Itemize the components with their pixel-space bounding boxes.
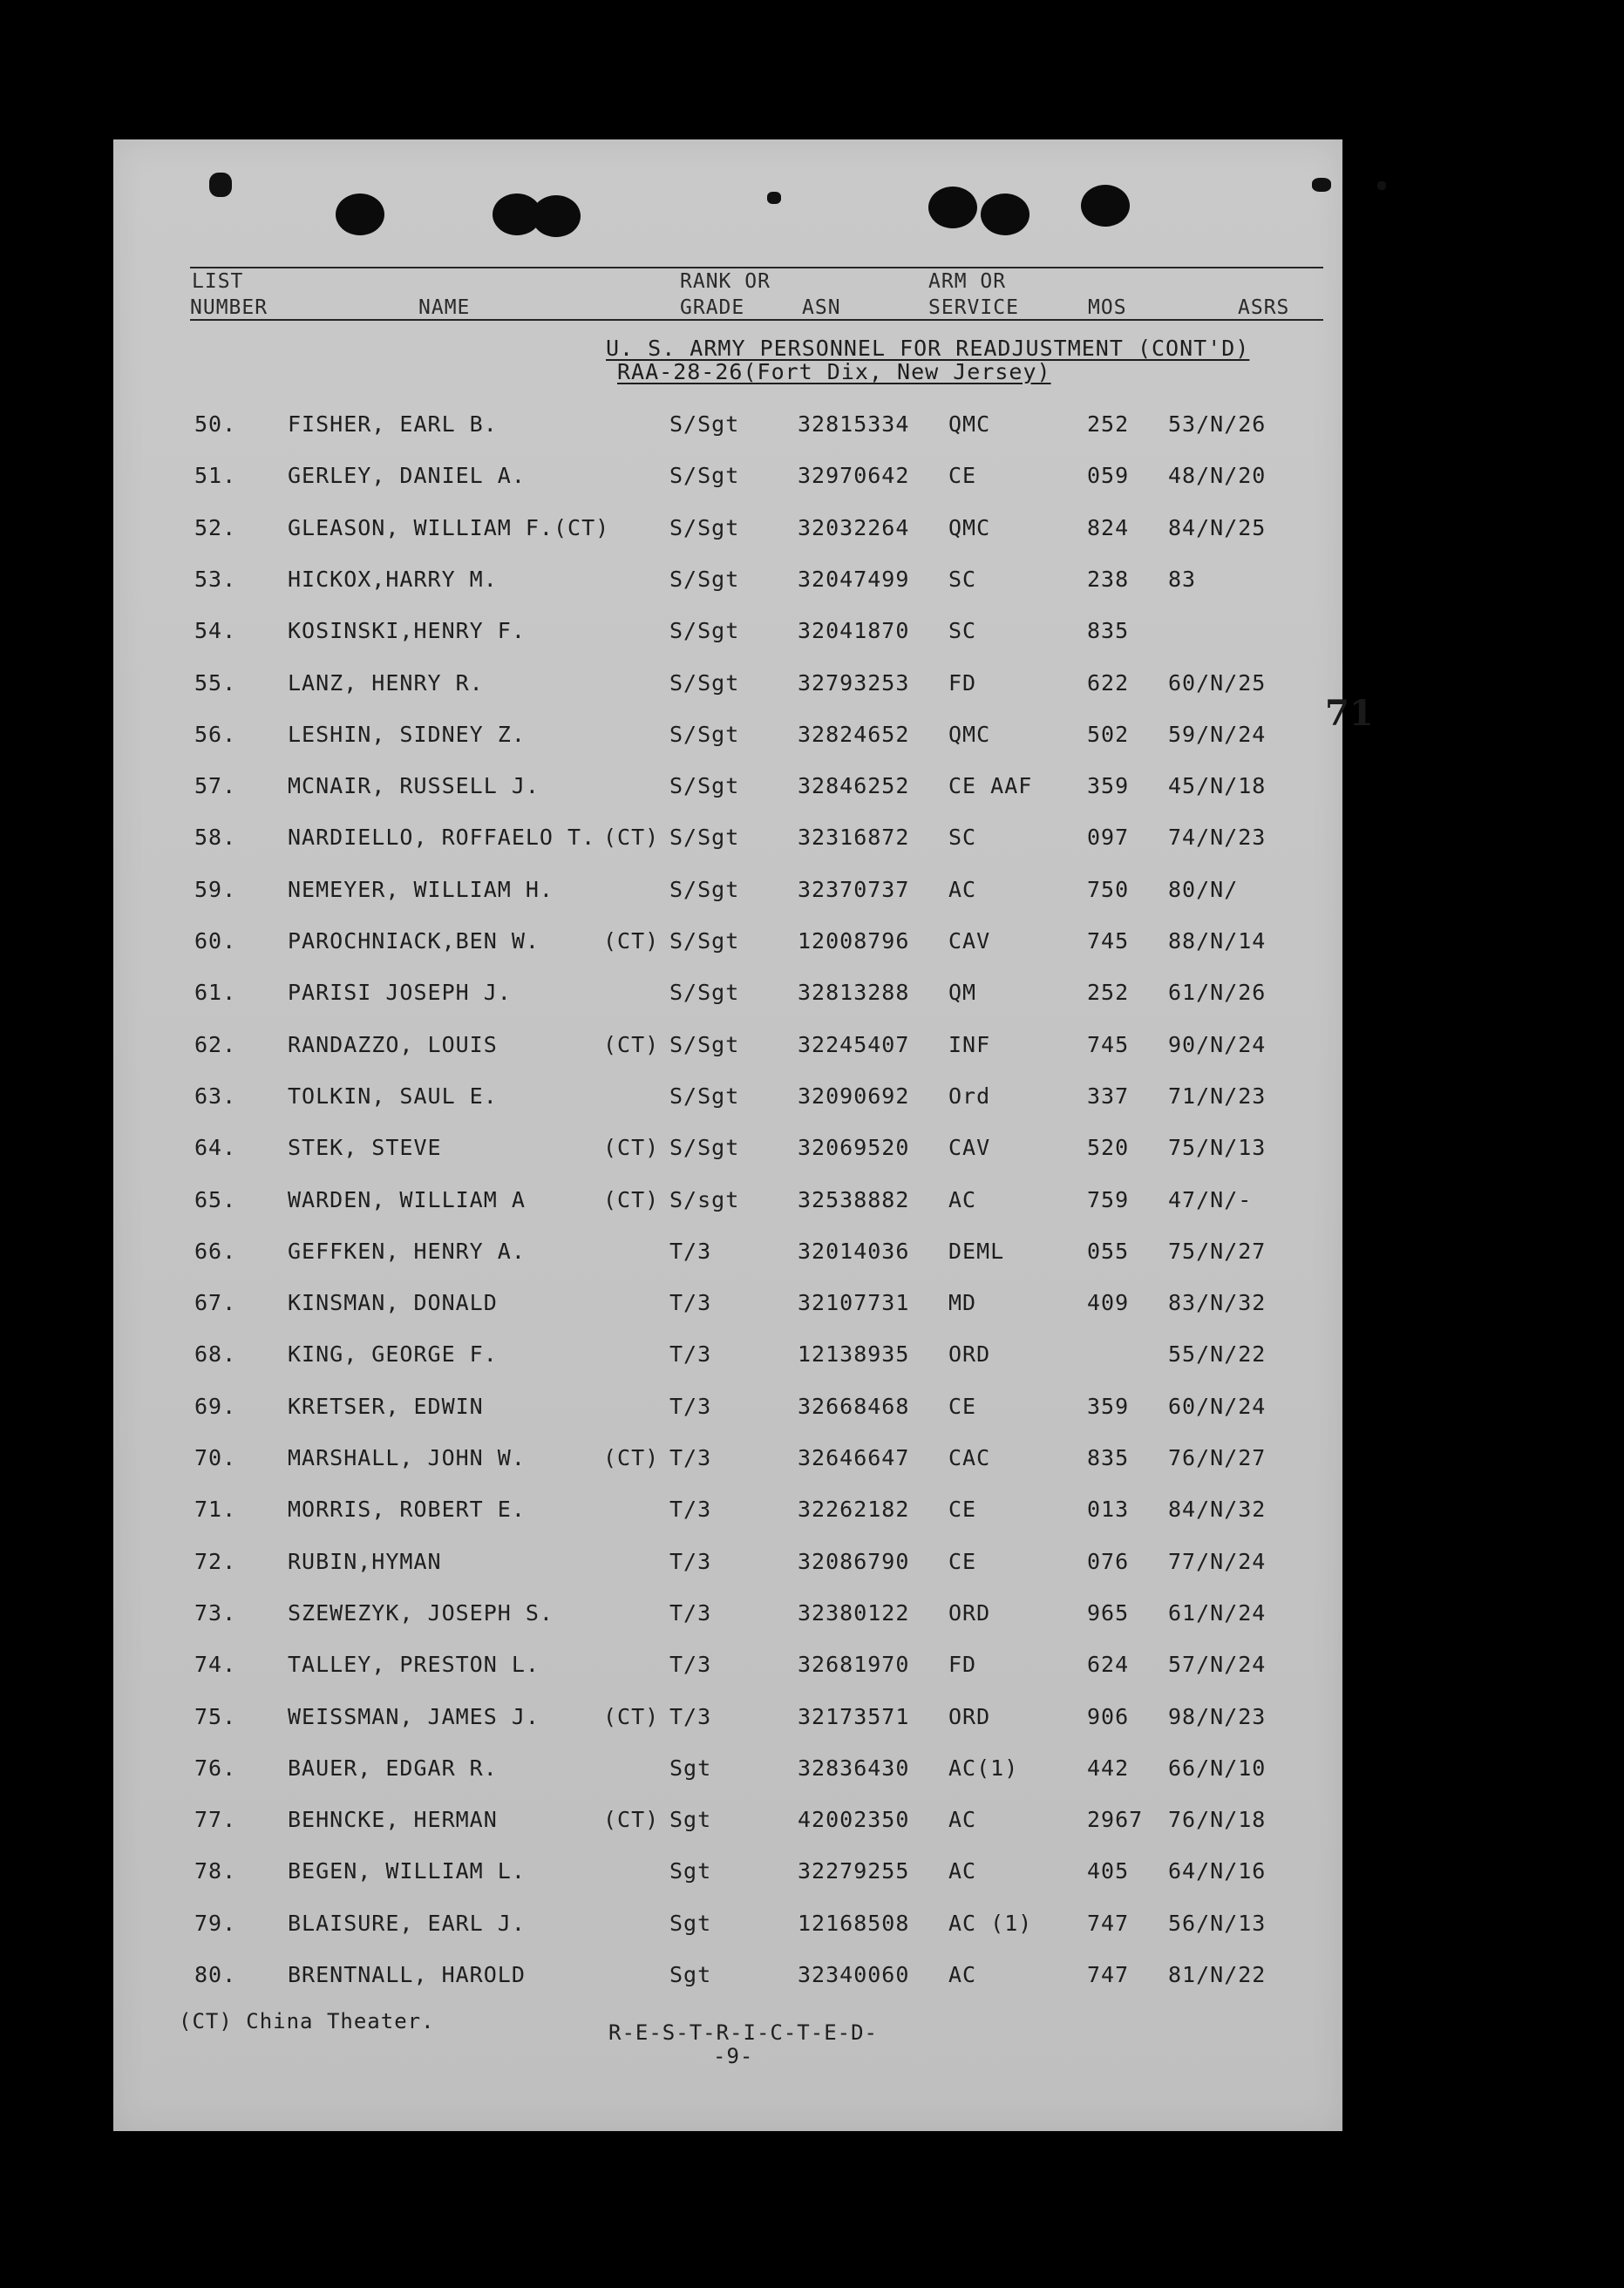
cell-mos: 520: [1087, 1135, 1130, 1161]
cell-asn: 32032264: [798, 514, 910, 540]
cell-mos: 359: [1087, 773, 1130, 799]
cell-arm-service: AC (1): [948, 1910, 1033, 1936]
cell-rank: S/Sgt: [669, 773, 740, 799]
cell-mos: 835: [1087, 1445, 1130, 1470]
cell-asrs: 45/N/18: [1168, 773, 1267, 799]
cell-name: BAUER, EDGAR R.: [288, 1755, 498, 1781]
cell-name: PAROCHNIACK,BEN W.: [288, 928, 540, 954]
cell-mos: 835: [1087, 618, 1130, 644]
cell-rank: S/Sgt: [669, 514, 740, 540]
cell-name: PARISI JOSEPH J.: [288, 980, 512, 1006]
cell-mos: 055: [1087, 1238, 1130, 1264]
cell-arm-service: QM: [948, 980, 977, 1006]
cell-mos: 622: [1087, 669, 1130, 696]
cell-arm-service: AC: [948, 876, 977, 902]
cell-name: NEMEYER, WILLIAM H.: [288, 876, 554, 902]
cell-rank: T/3: [669, 1290, 712, 1316]
cell-mos: 405: [1087, 1858, 1130, 1884]
cell-name: GERLEY, DANIEL A.: [288, 463, 526, 489]
cell-arm-service: AC(1): [948, 1755, 1019, 1781]
table-row: [113, 670, 1342, 714]
cell-asn: 32380122: [798, 1599, 910, 1626]
cell-arm-service: AC: [948, 1962, 977, 1987]
cell-theater-mark: (CT): [603, 1807, 660, 1833]
cell-theater-mark: (CT): [603, 1445, 660, 1470]
cell-asn: 32970642: [798, 463, 910, 489]
cell-theater-mark: (CT): [603, 1135, 660, 1161]
header-rank-1: RANK OR: [680, 270, 771, 293]
cell-list-number: 58.: [194, 825, 237, 851]
cell-name: STEK, STEVE: [288, 1135, 442, 1161]
table-row: [113, 515, 1342, 559]
cell-name: LESHIN, SIDNEY Z.: [288, 721, 526, 747]
cell-asrs: 98/N/23: [1168, 1703, 1267, 1729]
ink-speck: [1377, 181, 1386, 190]
table-row: [113, 1807, 1342, 1850]
cell-mos: 013: [1087, 1497, 1130, 1523]
cell-mos: 059: [1087, 463, 1130, 489]
cell-arm-service: AC: [948, 1186, 977, 1212]
cell-name: WARDEN, WILLIAM A: [288, 1186, 526, 1212]
cell-list-number: 63.: [194, 1083, 237, 1109]
cell-list-number: 78.: [194, 1858, 237, 1884]
cell-name: WEISSMAN, JAMES J.: [288, 1703, 540, 1729]
table-row: [113, 980, 1342, 1023]
cell-rank: T/3: [669, 1393, 712, 1419]
cell-rank: S/Sgt: [669, 463, 740, 489]
cell-rank: Sgt: [669, 1807, 712, 1833]
cell-mos: 252: [1087, 411, 1130, 437]
cell-asrs: 48/N/20: [1168, 463, 1267, 489]
cell-list-number: 70.: [194, 1445, 237, 1470]
cell-rank: S/Sgt: [669, 1135, 740, 1161]
cell-asrs: 71/N/23: [1168, 1083, 1267, 1109]
cell-rank: T/3: [669, 1703, 712, 1729]
cell-name: KINSMAN, DONALD: [288, 1290, 498, 1316]
cell-list-number: 61.: [194, 980, 237, 1006]
table-row: [113, 825, 1342, 868]
header-asn: ASN: [802, 296, 841, 319]
cell-name: KING, GEORGE F.: [288, 1341, 498, 1368]
cell-asn: 32107731: [798, 1290, 910, 1316]
cell-arm-service: ORD: [948, 1703, 991, 1729]
cell-mos: 076: [1087, 1548, 1130, 1574]
cell-mos: 750: [1087, 876, 1130, 902]
document-subtitle: RAA-28-26(Fort Dix, New Jersey): [617, 359, 1051, 384]
cell-name: KRETSER, EDWIN: [288, 1393, 484, 1419]
header-mos: MOS: [1088, 296, 1127, 319]
cell-rank: Sgt: [669, 1910, 712, 1936]
cell-list-number: 60.: [194, 928, 237, 954]
cell-name: BLAISURE, EARL J.: [288, 1910, 526, 1936]
cell-list-number: 52.: [194, 514, 237, 540]
cell-asrs: 57/N/24: [1168, 1652, 1267, 1678]
cell-asrs: 61/N/26: [1168, 980, 1267, 1006]
table-row: [113, 567, 1342, 610]
table-row: [113, 411, 1342, 455]
cell-asn: 32824652: [798, 721, 910, 747]
cell-asrs: 75/N/13: [1168, 1135, 1267, 1161]
cell-asn: 32041870: [798, 618, 910, 644]
cell-name: BEHNCKE, HERMAN: [288, 1807, 498, 1833]
table-row: [113, 1600, 1342, 1644]
cell-name: BEGEN, WILLIAM L.: [288, 1858, 526, 1884]
cell-mos: 747: [1087, 1962, 1130, 1987]
cell-arm-service: CAC: [948, 1445, 991, 1470]
cell-asrs: 83/N/32: [1168, 1290, 1267, 1316]
cell-rank: S/Sgt: [669, 980, 740, 1006]
margin-number: 71: [1325, 693, 1374, 734]
cell-asn: 32793253: [798, 669, 910, 696]
cell-name: RANDAZZO, LOUIS: [288, 1031, 498, 1057]
table-row: [113, 877, 1342, 920]
cell-arm-service: FD: [948, 669, 977, 696]
cell-mos: 097: [1087, 825, 1130, 851]
cell-list-number: 54.: [194, 618, 237, 644]
cell-list-number: 55.: [194, 669, 237, 696]
cell-name: HICKOX,HARRY M.: [288, 566, 498, 592]
cell-asn: 32086790: [798, 1548, 910, 1574]
table-row: [113, 1652, 1342, 1695]
cell-name: FISHER, EARL B.: [288, 411, 498, 437]
cell-mos: 965: [1087, 1599, 1130, 1626]
table-row: [113, 1394, 1342, 1437]
cell-mos: 502: [1087, 721, 1130, 747]
cell-asrs: 84/N/25: [1168, 514, 1267, 540]
ink-speck: [209, 173, 232, 197]
table-row: [113, 1497, 1342, 1540]
cell-asn: 12138935: [798, 1341, 910, 1368]
cell-mos: 337: [1087, 1083, 1130, 1109]
header-list-number-1: LIST: [192, 270, 244, 293]
cell-theater-mark: (CT): [603, 825, 660, 851]
cell-asrs: 77/N/24: [1168, 1548, 1267, 1574]
cell-asn: 32069520: [798, 1135, 910, 1161]
cell-list-number: 74.: [194, 1652, 237, 1678]
cell-arm-service: QMC: [948, 411, 991, 437]
table-row: [113, 1135, 1342, 1178]
cell-list-number: 71.: [194, 1497, 237, 1523]
cell-asn: 32846252: [798, 773, 910, 799]
cell-mos: 747: [1087, 1910, 1130, 1936]
cell-list-number: 59.: [194, 876, 237, 902]
cell-asrs: 75/N/27: [1168, 1238, 1267, 1264]
cell-arm-service: AC: [948, 1807, 977, 1833]
cell-list-number: 62.: [194, 1031, 237, 1057]
cell-arm-service: SC: [948, 618, 977, 644]
cell-rank: S/Sgt: [669, 721, 740, 747]
cell-arm-service: QMC: [948, 721, 991, 747]
cell-rank: S/Sgt: [669, 669, 740, 696]
cell-asrs: 55/N/22: [1168, 1341, 1267, 1368]
table-row: [113, 1755, 1342, 1799]
cell-asn: 12008796: [798, 928, 910, 954]
table-row: [113, 1290, 1342, 1334]
cell-asn: 32262182: [798, 1497, 910, 1523]
cell-asrs: 56/N/13: [1168, 1910, 1267, 1936]
header-bottom-rule: [190, 319, 1323, 321]
cell-name: GLEASON, WILLIAM F.(CT): [288, 514, 610, 540]
cell-arm-service: SC: [948, 566, 977, 592]
cell-arm-service: FD: [948, 1652, 977, 1678]
cell-arm-service: CE: [948, 1548, 977, 1574]
cell-rank: T/3: [669, 1548, 712, 1574]
cell-arm-service: CAV: [948, 928, 991, 954]
table-row: [113, 928, 1342, 972]
cell-rank: S/Sgt: [669, 566, 740, 592]
cell-list-number: 53.: [194, 566, 237, 592]
ink-speck: [1312, 178, 1331, 192]
cell-list-number: 67.: [194, 1290, 237, 1316]
table-row: [113, 773, 1342, 817]
cell-rank: Sgt: [669, 1755, 712, 1781]
cell-mos: 624: [1087, 1652, 1130, 1678]
cell-asn: 42002350: [798, 1807, 910, 1833]
cell-mos: 745: [1087, 928, 1130, 954]
header-rank-2: GRADE: [680, 296, 745, 319]
header-list-number-2: NUMBER: [190, 296, 268, 319]
table-row: [113, 1032, 1342, 1076]
cell-arm-service: CE AAF: [948, 773, 1033, 799]
cell-name: TOLKIN, SAUL E.: [288, 1083, 498, 1109]
cell-list-number: 64.: [194, 1135, 237, 1161]
table-row: [113, 463, 1342, 506]
cell-asn: 32279255: [798, 1858, 910, 1884]
cell-asrs: 66/N/10: [1168, 1755, 1267, 1781]
cell-asrs: 84/N/32: [1168, 1497, 1267, 1523]
cell-name: TALLEY, PRESTON L.: [288, 1652, 540, 1678]
cell-arm-service: MD: [948, 1290, 977, 1316]
cell-rank: T/3: [669, 1599, 712, 1626]
cell-name: MCNAIR, RUSSELL J.: [288, 773, 540, 799]
cell-list-number: 50.: [194, 411, 237, 437]
punch-hole: [928, 187, 977, 228]
cell-arm-service: SC: [948, 825, 977, 851]
cell-arm-service: DEML: [948, 1238, 1005, 1264]
cell-mos: 2967: [1087, 1807, 1144, 1833]
document-title: U. S. ARMY PERSONNEL FOR READJUSTMENT (CONT'D): [606, 336, 1250, 361]
cell-theater-mark: (CT): [603, 1186, 660, 1212]
footer-legend: (CT) China Theater.: [179, 2009, 435, 2033]
cell-list-number: 72.: [194, 1548, 237, 1574]
cell-name: SZEWEZYK, JOSEPH S.: [288, 1599, 554, 1626]
cell-rank: S/Sgt: [669, 618, 740, 644]
cell-name: MORRIS, ROBERT E.: [288, 1497, 526, 1523]
cell-list-number: 80.: [194, 1962, 237, 1987]
footer-restricted: R-E-S-T-R-I-C-T-E-D-: [608, 2020, 878, 2045]
header-asrs: ASRS: [1238, 296, 1290, 319]
header-name: NAME: [418, 296, 471, 319]
cell-arm-service: Ord: [948, 1083, 991, 1109]
cell-asrs: 74/N/23: [1168, 825, 1267, 851]
cell-asrs: 64/N/16: [1168, 1858, 1267, 1884]
cell-asrs: 53/N/26: [1168, 411, 1267, 437]
cell-arm-service: CE: [948, 1393, 977, 1419]
cell-mos: 409: [1087, 1290, 1130, 1316]
cell-asrs: 90/N/24: [1168, 1031, 1267, 1057]
cell-name: NARDIELLO, ROFFAELO T.: [288, 825, 596, 851]
cell-asrs: 83: [1168, 566, 1197, 592]
header-arm-2: SERVICE: [928, 296, 1019, 319]
cell-arm-service: INF: [948, 1031, 991, 1057]
cell-asn: 32173571: [798, 1703, 910, 1729]
cell-arm-service: CAV: [948, 1135, 991, 1161]
cell-rank: S/Sgt: [669, 1031, 740, 1057]
cell-rank: S/sgt: [669, 1186, 740, 1212]
cell-asrs: 76/N/18: [1168, 1807, 1267, 1833]
cell-asrs: 76/N/27: [1168, 1445, 1267, 1470]
cell-mos: 759: [1087, 1186, 1130, 1212]
cell-list-number: 68.: [194, 1341, 237, 1368]
table-row: [113, 1549, 1342, 1592]
cell-asrs: 60/N/25: [1168, 669, 1267, 696]
cell-arm-service: QMC: [948, 514, 991, 540]
cell-rank: T/3: [669, 1341, 712, 1368]
punch-hole: [336, 193, 384, 235]
cell-rank: T/3: [669, 1238, 712, 1264]
header-arm-1: ARM OR: [928, 270, 1007, 293]
cell-rank: S/Sgt: [669, 876, 740, 902]
cell-list-number: 76.: [194, 1755, 237, 1781]
header-top-rule: [190, 267, 1323, 268]
table-row: [113, 1187, 1342, 1231]
cell-name: BRENTNALL, HAROLD: [288, 1962, 526, 1987]
table-row: [113, 1341, 1342, 1385]
cell-asn: 32668468: [798, 1393, 910, 1419]
cell-asrs: 60/N/24: [1168, 1393, 1267, 1419]
cell-mos: 745: [1087, 1031, 1130, 1057]
table-row: [113, 1239, 1342, 1282]
cell-asrs: 59/N/24: [1168, 721, 1267, 747]
cell-rank: Sgt: [669, 1858, 712, 1884]
cell-theater-mark: (CT): [603, 1703, 660, 1729]
cell-rank: S/Sgt: [669, 411, 740, 437]
cell-mos: 359: [1087, 1393, 1130, 1419]
cell-mos: 238: [1087, 566, 1130, 592]
punch-hole: [981, 193, 1029, 235]
cell-asn: 32815334: [798, 411, 910, 437]
cell-mos: 252: [1087, 980, 1130, 1006]
cell-asrs: 80/N/: [1168, 876, 1239, 902]
cell-arm-service: AC: [948, 1858, 977, 1884]
cell-asn: 32014036: [798, 1238, 910, 1264]
table-row: [113, 1911, 1342, 1954]
table-row: [113, 722, 1342, 765]
cell-asrs: 88/N/14: [1168, 928, 1267, 954]
cell-list-number: 57.: [194, 773, 237, 799]
cell-list-number: 69.: [194, 1393, 237, 1419]
cell-asrs: 81/N/22: [1168, 1962, 1267, 1987]
cell-asn: 32047499: [798, 566, 910, 592]
cell-theater-mark: (CT): [603, 928, 660, 954]
cell-list-number: 73.: [194, 1599, 237, 1626]
cell-arm-service: CE: [948, 463, 977, 489]
cell-theater-mark: (CT): [603, 1031, 660, 1057]
cell-arm-service: CE: [948, 1497, 977, 1523]
cell-rank: T/3: [669, 1497, 712, 1523]
cell-asn: 32813288: [798, 980, 910, 1006]
cell-mos: 442: [1087, 1755, 1130, 1781]
cell-list-number: 66.: [194, 1238, 237, 1264]
cell-asrs: 61/N/24: [1168, 1599, 1267, 1626]
cell-list-number: 77.: [194, 1807, 237, 1833]
cell-list-number: 79.: [194, 1910, 237, 1936]
cell-mos: 824: [1087, 514, 1130, 540]
cell-arm-service: ORD: [948, 1341, 991, 1368]
table-row: [113, 1858, 1342, 1902]
cell-asn: 12168508: [798, 1910, 910, 1936]
cell-asn: 32370737: [798, 876, 910, 902]
cell-asn: 32090692: [798, 1083, 910, 1109]
cell-name: GEFFKEN, HENRY A.: [288, 1238, 526, 1264]
cell-asn: 32836430: [798, 1755, 910, 1781]
cell-arm-service: ORD: [948, 1599, 991, 1626]
cell-list-number: 75.: [194, 1703, 237, 1729]
cell-asn: 32538882: [798, 1186, 910, 1212]
cell-asn: 32245407: [798, 1031, 910, 1057]
cell-asn: 32316872: [798, 825, 910, 851]
cell-mos: 906: [1087, 1703, 1130, 1729]
cell-name: RUBIN,HYMAN: [288, 1548, 442, 1574]
ink-speck: [767, 192, 781, 204]
cell-rank: S/Sgt: [669, 1083, 740, 1109]
cell-rank: Sgt: [669, 1962, 712, 1987]
cell-name: MARSHALL, JOHN W.: [288, 1445, 526, 1470]
cell-name: LANZ, HENRY R.: [288, 669, 484, 696]
cell-asn: 32681970: [798, 1652, 910, 1678]
punch-hole: [1081, 185, 1130, 227]
table-row: [113, 618, 1342, 662]
punch-hole: [532, 195, 581, 237]
cell-list-number: 56.: [194, 721, 237, 747]
cell-rank: T/3: [669, 1652, 712, 1678]
cell-asn: 32340060: [798, 1962, 910, 1987]
cell-name: KOSINSKI,HENRY F.: [288, 618, 526, 644]
cell-list-number: 65.: [194, 1186, 237, 1212]
table-row: [113, 1704, 1342, 1748]
footer-page-number: -9-: [713, 2044, 754, 2068]
document-page: [113, 139, 1342, 2131]
table-row: [113, 1083, 1342, 1127]
cell-rank: T/3: [669, 1445, 712, 1470]
cell-list-number: 51.: [194, 463, 237, 489]
cell-rank: S/Sgt: [669, 928, 740, 954]
table-row: [113, 1445, 1342, 1489]
cell-rank: S/Sgt: [669, 825, 740, 851]
cell-asrs: 47/N/-: [1168, 1186, 1253, 1212]
cell-asn: 32646647: [798, 1445, 910, 1470]
table-row: [113, 1962, 1342, 2006]
